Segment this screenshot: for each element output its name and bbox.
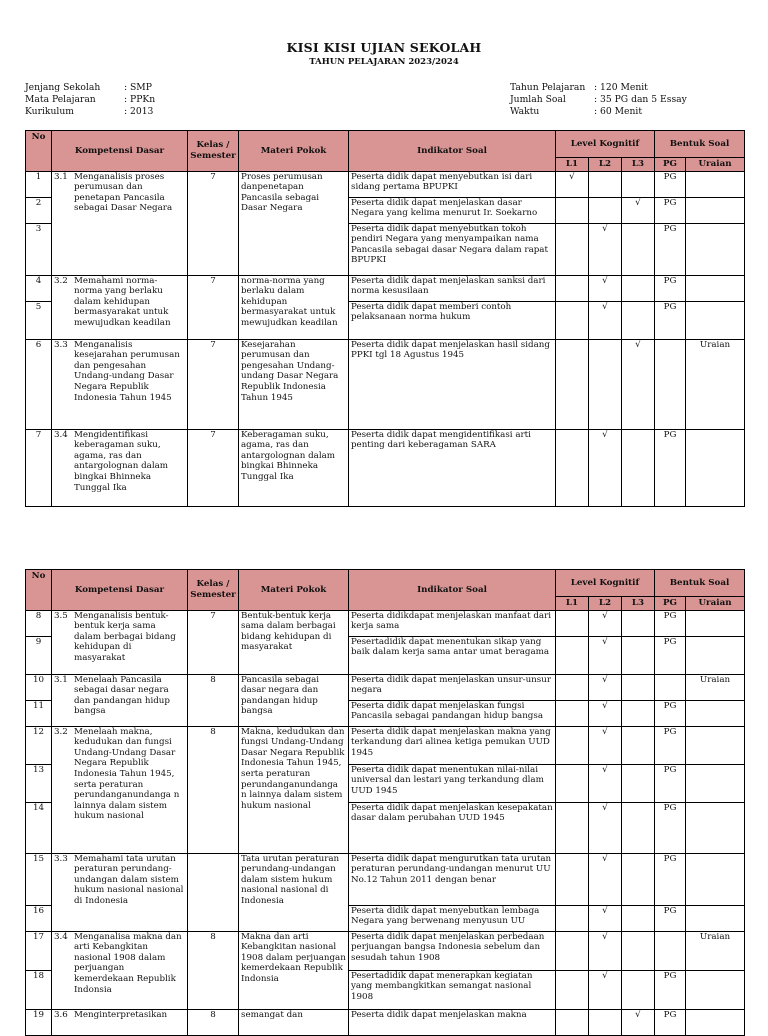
- l3-check: [622, 853, 655, 905]
- pg-cell: PG: [655, 802, 686, 853]
- pg-cell: [655, 674, 686, 700]
- uraian-cell: [686, 700, 745, 726]
- kelas-cell: 8: [188, 726, 239, 853]
- l1-check: [556, 726, 589, 764]
- kd-text: Mengidentifikasi keberagaman suku, agama, ras dan antargolognan dalam bingkai Bhinneka Tunggal Ika: [74, 429, 169, 493]
- table-row: [26, 931, 745, 970]
- kd-number: 3.2: [54, 726, 68, 737]
- l1-check: [556, 931, 589, 970]
- kisi-table-2: [25, 569, 745, 1036]
- l3-check: [622, 802, 655, 853]
- col-kompetensi-dasar: Kompetensi Dasar: [52, 570, 188, 611]
- materi-cell: Pancasila sebagai dasar negara dan pandangan hidup bangsa: [239, 674, 349, 726]
- indikator-cell: Pesertadidik dapat menentukan sikap yang baik dalam kerja sama antar umat beragama: [349, 636, 556, 674]
- col-uraian: Uraian: [686, 158, 745, 172]
- uraian-cell: [686, 1009, 745, 1035]
- kd-text: Memahami norma-norma yang berlaku dalam kehidupan bermasyarakat untuk mewujudkan keadilan: [74, 275, 171, 328]
- col-bentuk-soal: Bentuk Soal: [655, 131, 745, 158]
- uraian-cell: Uraian: [686, 674, 745, 700]
- col-pg: PG: [655, 158, 686, 172]
- kd-number: 3.4: [54, 931, 68, 942]
- uraian-cell: [686, 429, 745, 506]
- l2-check: [589, 197, 622, 223]
- uraian-cell: [686, 223, 745, 275]
- l1-check: [556, 339, 589, 429]
- l3-check: [622, 301, 655, 339]
- table-row: [26, 674, 745, 700]
- indikator-cell: Peserta didik dapat menjelaskan makna yang terkandung dari alinea ketiga pemukan UUD 1945: [349, 726, 556, 764]
- kd-text: Menelaah makna, kedudukan dan fungsi Undang-Undang Dasar Negara Republik Indonesia Tahun 1945, serta peraturan perundanganundanga n lainnya dalam sistem hukum nasional: [74, 726, 180, 822]
- kd-number: 3.4: [54, 429, 68, 440]
- meta-label: Mata Pelajaran: [25, 94, 96, 106]
- l3-check: [622, 970, 655, 1009]
- meta-label: Kurikulum: [25, 106, 74, 118]
- indikator-cell: Peserta didik dapat menyebutkan tokoh pendiri Negara yang menyampaikan nama Pancasila sebagai dasar Negara dalam rapat BPUPKI: [349, 223, 556, 275]
- kd-cell: [52, 1009, 188, 1035]
- table-row: [26, 853, 745, 905]
- col-pg: PG: [655, 597, 686, 611]
- kd-number: 3.1: [54, 171, 68, 182]
- meta-value: : 60 Menit: [594, 106, 643, 118]
- l3-check: √: [622, 197, 655, 223]
- kd-number: 3.2: [54, 275, 68, 286]
- l1-check: [556, 636, 589, 674]
- kelas-cell: 7: [188, 429, 239, 506]
- kd-cell: [52, 275, 188, 339]
- kd-text: Menganalisa makna dan arti Kebangkitan nasional 1908 dalam perjuangan kemerdekaan Republik Indonsia: [74, 931, 182, 995]
- uraian-cell: [686, 275, 745, 301]
- uraian-cell: [686, 802, 745, 853]
- row-no: 4: [26, 275, 52, 301]
- meta-value: : 120 Menit: [594, 82, 648, 93]
- meta-value: : PPKn: [124, 94, 156, 106]
- l2-check: [589, 171, 622, 197]
- l1-check: [556, 674, 589, 700]
- pg-cell: PG: [655, 905, 686, 931]
- indikator-cell: Peserta didik dapat menentukan nilai-nilai universal dan lestari yang terkandung dlam UUD 1945: [349, 764, 556, 802]
- kd-text: Menginterpretasikan: [74, 1009, 168, 1020]
- materi-cell: Tata urutan peraturan perundang-undangan dalam sistem hukum nasional nasional di Indonesia: [239, 853, 349, 931]
- row-no: 12: [26, 726, 52, 764]
- kd-text: Menganalisis kesejarahan perumusan dan pengesahan Undang-undang Dasar Negara Republik Indonesia Tahun 1945: [74, 339, 180, 403]
- materi-cell: norma-norma yang berlaku dalam kehidupan bermasyarakat untuk mewujudkan keadilan: [239, 275, 349, 339]
- kd-cell: [52, 726, 188, 853]
- l1-check: [556, 275, 589, 301]
- kd-number: 3.5: [54, 610, 68, 621]
- l2-check: √: [589, 970, 622, 1009]
- indikator-cell: Peserta didik dapat menjelaskan kesepakatan dasar dalam perubahan UUD 1945: [349, 802, 556, 853]
- pg-cell: PG: [655, 610, 686, 636]
- l2-check: √: [589, 636, 622, 674]
- l1-check: [556, 905, 589, 931]
- col-indikator-soal: Indikator Soal: [349, 570, 556, 611]
- pg-cell: PG: [655, 171, 686, 197]
- l2-check: √: [589, 223, 622, 275]
- l3-check: [622, 764, 655, 802]
- pg-cell: PG: [655, 636, 686, 674]
- pg-cell: PG: [655, 223, 686, 275]
- uraian-cell: [686, 970, 745, 1009]
- indikator-cell: Peserta didik dapat menjelaskan sanksi dari norma kesusilaan: [349, 275, 556, 301]
- row-no: 2: [26, 197, 52, 223]
- l3-check: [622, 610, 655, 636]
- l1-check: [556, 610, 589, 636]
- col-kompetensi-dasar: Kompetensi Dasar: [52, 131, 188, 172]
- l3-check: √: [622, 339, 655, 429]
- kelas-cell: 7: [188, 171, 239, 275]
- l2-check: √: [589, 726, 622, 764]
- kd-number: 3.1: [54, 674, 68, 685]
- l1-check: [556, 223, 589, 275]
- kd-number: 3.3: [54, 853, 68, 864]
- indikator-cell: Peserta didikdapat menjelaskan manfaat dari kerja sama: [349, 610, 556, 636]
- document-subtitle: TAHUN PELAJARAN 2023/2024: [309, 57, 459, 67]
- materi-cell: Keberagaman suku, agama, ras dan antargolognan dalam bingkai Bhinneka Tunggal Ika: [239, 429, 349, 506]
- pg-cell: PG: [655, 700, 686, 726]
- table-row: [26, 429, 745, 506]
- indikator-cell: Peserta didik dapat menjelaskan dasar Negara yang kelima menurut Ir. Soekarno: [349, 197, 556, 223]
- kelas-cell: [188, 853, 239, 931]
- l2-check: √: [589, 429, 622, 506]
- col-no: No: [26, 570, 52, 611]
- meta-value: : 35 PG dan 5 Essay: [594, 94, 687, 106]
- col-level-kognitif: Level Kognitif: [556, 570, 655, 597]
- kd-number: 3.3: [54, 339, 68, 350]
- row-no: 10: [26, 674, 52, 700]
- kisi-table-1: [25, 130, 745, 507]
- l1-check: [556, 853, 589, 905]
- row-no: 8: [26, 610, 52, 636]
- kelas-cell: 7: [188, 610, 239, 674]
- row-no: 17: [26, 931, 52, 970]
- indikator-cell: Peserta didik dapat menjelaskan fungsi Pancasila sebagai pandangan hidup bangsa: [349, 700, 556, 726]
- table-row: [26, 610, 745, 636]
- indikator-cell: Peserta didik dapat mengurutkan tata urutan peraturan perundang-undangan menurut UU No.12 Tahun 2011 dengan benar: [349, 853, 556, 905]
- l1-check: [556, 700, 589, 726]
- indikator-cell: Peserta didik dapat menyebutkan isi dari sidang pertama BPUPKI: [349, 171, 556, 197]
- indikator-cell: Peserta didik dapat mengidentifikasi arti penting dari keberagaman SARA: [349, 429, 556, 506]
- col-materi-pokok: Materi Pokok: [239, 131, 349, 172]
- kelas-cell: 8: [188, 674, 239, 726]
- row-no: 11: [26, 700, 52, 726]
- meta-left: [25, 82, 155, 119]
- pg-cell: [655, 931, 686, 970]
- kd-cell: [52, 674, 188, 726]
- l2-check: √: [589, 275, 622, 301]
- pg-cell: PG: [655, 726, 686, 764]
- pg-cell: PG: [655, 429, 686, 506]
- row-no: 13: [26, 764, 52, 802]
- l1-check: [556, 301, 589, 339]
- uraian-cell: [686, 610, 745, 636]
- uraian-cell: [686, 726, 745, 764]
- document-title: KISI KISI UJIAN SEKOLAH: [286, 40, 482, 55]
- pg-cell: PG: [655, 970, 686, 1009]
- materi-cell: Bentuk-bentuk kerja sama dalam berbagai bidang kehidupan di masyarakat: [239, 610, 349, 674]
- meta-label: Waktu: [510, 106, 540, 118]
- meta-value: : 2013: [124, 106, 154, 118]
- col-kelas-semester: Kelas / Semester: [188, 570, 239, 611]
- materi-cell: Makna dan arti Kebangkitan nasional 1908 dalam perjuangan kemerdekaan Republik Indonsia: [239, 931, 349, 1009]
- col-l1: L1: [556, 597, 589, 611]
- indikator-cell: Peserta didik dapat menjelaskan perbedaan perjuangan bangsa Indonesia sebelum dan sesudah tahun 1908: [349, 931, 556, 970]
- pg-cell: PG: [655, 764, 686, 802]
- kd-text: Menganalisis bentuk-bentuk kerja sama dalam berbagai bidang kehidupan di masyarakat: [74, 610, 176, 663]
- l3-check: [622, 223, 655, 275]
- kd-number: 3.6: [54, 1009, 68, 1020]
- uraian-cell: [686, 301, 745, 339]
- table-row: [26, 171, 745, 197]
- uraian-cell: Uraian: [686, 931, 745, 970]
- materi-cell: Kesejarahan perumusan dan pengesahan Undang-undang Dasar Negara Republik Indonesia Tahun 1945: [239, 339, 349, 429]
- materi-cell: semangat dan: [239, 1009, 349, 1035]
- l1-check: [556, 197, 589, 223]
- pg-cell: PG: [655, 301, 686, 339]
- l3-check: [622, 905, 655, 931]
- col-level-kognitif: Level Kognitif: [556, 131, 655, 158]
- l3-check: [622, 700, 655, 726]
- row-no: 16: [26, 905, 52, 931]
- uraian-cell: [686, 764, 745, 802]
- l2-check: √: [589, 700, 622, 726]
- meta-right: [510, 82, 687, 119]
- row-no: 9: [26, 636, 52, 674]
- col-l1: L1: [556, 158, 589, 172]
- kelas-cell: 8: [188, 931, 239, 1009]
- l3-check: √: [622, 1009, 655, 1035]
- kd-cell: [52, 931, 188, 1009]
- l3-check: [622, 429, 655, 506]
- uraian-cell: [686, 197, 745, 223]
- table-row: [26, 726, 745, 764]
- kd-cell: [52, 171, 188, 275]
- col-materi-pokok: Materi Pokok: [239, 570, 349, 611]
- materi-cell: Makna, kedudukan dan fungsi Undang-Undang Dasar Negara Republik Indonesia Tahun 1945, serta peraturan perundanganundanga n lainnya dalam sistem hukum nasional: [239, 726, 349, 853]
- row-no: 6: [26, 339, 52, 429]
- l1-check: √: [556, 171, 589, 197]
- col-bentuk-soal: Bentuk Soal: [655, 570, 745, 597]
- uraian-cell: [686, 171, 745, 197]
- l1-check: [556, 970, 589, 1009]
- l2-check: √: [589, 931, 622, 970]
- l3-check: [622, 171, 655, 197]
- table-row: [26, 275, 745, 301]
- l2-check: √: [589, 853, 622, 905]
- col-no: No: [26, 131, 52, 172]
- row-no: 19: [26, 1009, 52, 1035]
- pg-cell: PG: [655, 197, 686, 223]
- l3-check: [622, 674, 655, 700]
- indikator-cell: Peserta didik dapat menjelaskan hasil sidang PPKI tgl 18 Agustus 1945: [349, 339, 556, 429]
- kd-text: Menganalisis proses perumusan dan penetapan Pancasila sebagai Dasar Negara: [74, 171, 173, 214]
- row-no: 3: [26, 223, 52, 275]
- kelas-cell: 8: [188, 1009, 239, 1035]
- l2-check: √: [589, 674, 622, 700]
- col-l3: L3: [622, 158, 655, 172]
- kd-text: Menelaah Pancasila sebagai dasar negara dan pandangan hidup bangsa: [74, 674, 170, 717]
- l1-check: [556, 429, 589, 506]
- indikator-cell: Peserta didik dapat menyebutkan lembaga Negara yang berwenang menyusun UU: [349, 905, 556, 931]
- l1-check: [556, 764, 589, 802]
- col-l2: L2: [589, 597, 622, 611]
- uraian-cell: Uraian: [686, 339, 745, 429]
- kd-cell: [52, 853, 188, 931]
- meta-label: Jenjang Sekolah: [25, 82, 101, 93]
- col-l3: L3: [622, 597, 655, 611]
- indikator-cell: Peserta didik dapat memberi contoh pelaksanaan norma hukum: [349, 301, 556, 339]
- l3-check: [622, 275, 655, 301]
- meta-label: Jumlah Soal: [510, 94, 566, 106]
- kd-text: Memahami tata urutan peraturan perundang-undangan dalam sistem hukum nasional nasional di Indonesia: [74, 853, 184, 906]
- l2-check: [589, 1009, 622, 1035]
- row-no: 14: [26, 802, 52, 853]
- l2-check: √: [589, 905, 622, 931]
- l3-check: [622, 931, 655, 970]
- l1-check: [556, 1009, 589, 1035]
- pg-cell: [655, 339, 686, 429]
- col-l2: L2: [589, 158, 622, 172]
- row-no: 7: [26, 429, 52, 506]
- kd-cell: [52, 339, 188, 429]
- table-row: [26, 1009, 745, 1035]
- indikator-cell: Pesertadidik dapat menerapkan kegiatan yang membangkitkan semangat nasional 1908: [349, 970, 556, 1009]
- col-uraian: Uraian: [686, 597, 745, 611]
- l2-check: [589, 339, 622, 429]
- uraian-cell: [686, 636, 745, 674]
- uraian-cell: [686, 905, 745, 931]
- meta-label: Tahun Pelajaran: [510, 82, 586, 93]
- l2-check: √: [589, 301, 622, 339]
- kelas-cell: 7: [188, 339, 239, 429]
- pg-cell: PG: [655, 853, 686, 905]
- kd-cell: [52, 610, 188, 674]
- meta-value: : SMP: [124, 82, 152, 93]
- uraian-cell: [686, 853, 745, 905]
- indikator-cell: Peserta didik dapat menjelaskan makna: [349, 1009, 556, 1035]
- table-row: [26, 339, 745, 429]
- pg-cell: PG: [655, 1009, 686, 1035]
- l2-check: √: [589, 764, 622, 802]
- row-no: 15: [26, 853, 52, 905]
- kelas-cell: 7: [188, 275, 239, 339]
- kd-cell: [52, 429, 188, 506]
- l3-check: [622, 726, 655, 764]
- indikator-cell: Peserta didik dapat menjelaskan unsur-unsur negara: [349, 674, 556, 700]
- l3-check: [622, 636, 655, 674]
- pg-cell: PG: [655, 275, 686, 301]
- col-kelas-semester: Kelas / Semester: [188, 131, 239, 172]
- row-no: 5: [26, 301, 52, 339]
- l2-check: √: [589, 610, 622, 636]
- l1-check: [556, 802, 589, 853]
- row-no: 18: [26, 970, 52, 1009]
- materi-cell: Proses perumusan danpenetapan Pancasila sebagai Dasar Negara: [239, 171, 349, 275]
- col-indikator-soal: Indikator Soal: [349, 131, 556, 172]
- row-no: 1: [26, 171, 52, 197]
- l2-check: √: [589, 802, 622, 853]
